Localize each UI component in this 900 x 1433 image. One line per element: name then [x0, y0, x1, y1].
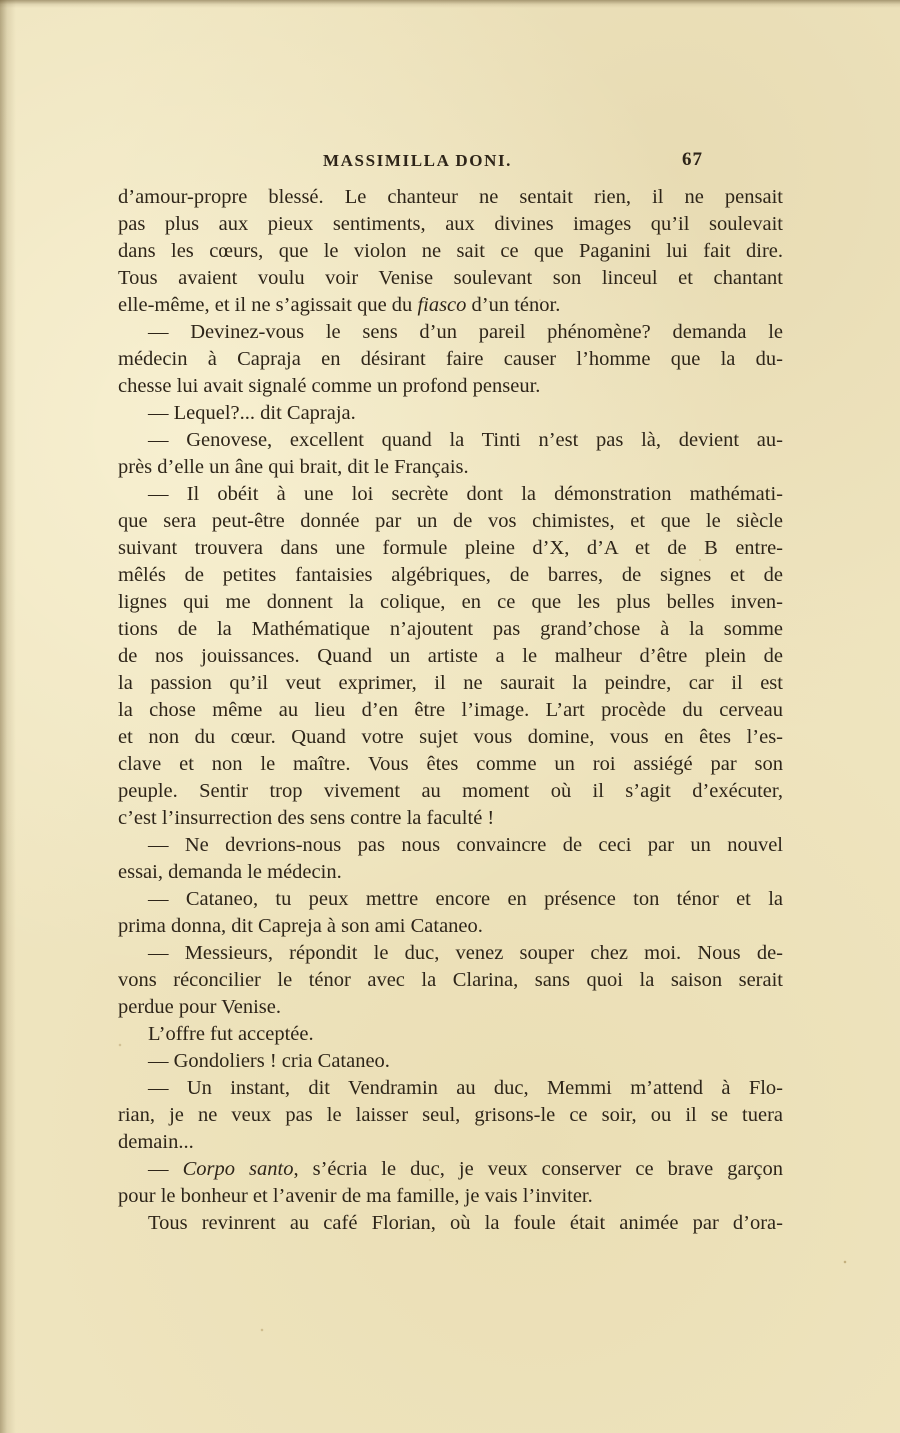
text-segment: pas plus aux pieux sentiments, aux divines images qu’il soulevait [118, 213, 783, 235]
text-segment: — Cataneo, tu peux mettre encore en présence ton ténor et la [148, 888, 783, 910]
text-segment: — Messieurs, répondit le duc, venez souper chez moi. Nous de- [148, 942, 783, 964]
text-line [118, 697, 783, 724]
text-segment: de nos jouissances. Quand un artiste a le malheur d’être plein de [118, 645, 783, 667]
text-line [118, 535, 783, 562]
text-segment: — [148, 1158, 183, 1180]
text-segment: — Genovese, excellent quand la Tinti n’est pas là, devient au- [148, 429, 783, 451]
text-line [118, 913, 783, 940]
text-segment: la passion qu’il veut exprimer, il ne saurait la peindre, car il est [118, 672, 783, 694]
text-segment: elle-même, et il ne s’agissait que du [118, 294, 418, 316]
text-line [118, 427, 783, 454]
text-line [118, 643, 783, 670]
text-line [118, 400, 783, 427]
text-segment: Tous avaient voulu voir Venise soulevant son linceul et chantant [118, 267, 783, 289]
text-line [118, 1048, 783, 1075]
text-segment: prima donna, dit Capreja à son ami Cataneo. [118, 915, 483, 937]
text-segment: — Lequel?... dit Capraja. [148, 402, 356, 424]
text-segment: dans les cœurs, que le violon ne sait ce que Paganini lui fait dire. [118, 240, 783, 262]
text-segment: pour le bonheur et l’avenir de ma famille, je vais l’inviter. [118, 1185, 593, 1207]
text-segment: et non du cœur. Quand votre sujet vous domine, vous en êtes l’es- [118, 726, 783, 748]
text-line [118, 994, 783, 1021]
text-segment: Tous revinrent au café Florian, où la foule était animée par d’ora- [148, 1212, 783, 1234]
text-segment: L’offre fut acceptée. [148, 1023, 314, 1045]
text-segment: — Ne devrions-nous pas nous convaincre de ceci par un nouvel [148, 834, 783, 856]
text-line [118, 1210, 783, 1237]
text-segment: lignes qui me donnent la colique, en ce que les plus belles inven- [118, 591, 783, 613]
text-segment: suivant trouvera dans une formule pleine d’X, d’A et de B entre- [118, 537, 783, 559]
text-line [118, 562, 783, 589]
text-line [118, 724, 783, 751]
text-line [118, 859, 783, 886]
text-segment: que sera peut-être donnée par un de vos chimistes, et que le siècle [118, 510, 783, 532]
text-line [118, 967, 783, 994]
text-segment: — Devinez-vous le sens d’un pareil phénomène? demanda le [148, 321, 783, 343]
text-segment: perdue pour Venise. [118, 996, 282, 1018]
text-segment: chesse lui avait signalé comme un profond penseur. [118, 375, 541, 397]
running-title: MASSIMILLA DONI. [323, 151, 513, 170]
text-segment: peuple. Sentir trop vivement au moment où il s’agit d’exécuter, [118, 780, 783, 802]
text-line [118, 508, 783, 535]
text-line [118, 886, 783, 913]
text-segment: mêlés de petites fantaisies algébriques, de barres, de signes et de [118, 564, 783, 586]
text-line [118, 751, 783, 778]
text-segment: d’un ténor. [466, 294, 561, 316]
text-segment: — Il obéit à une loi secrète dont la démonstration mathémati- [148, 483, 783, 505]
text-line [118, 1021, 783, 1048]
text-line [118, 832, 783, 859]
text-body [118, 184, 783, 1237]
text-segment: — Gondoliers ! cria Cataneo. [148, 1050, 390, 1072]
text-line [118, 319, 783, 346]
text-line [118, 373, 783, 400]
text-line [118, 346, 783, 373]
text-line [118, 589, 783, 616]
text-line [118, 616, 783, 643]
italic-text: fiasco [417, 294, 467, 316]
text-segment: vons réconcilier le ténor avec la Clarina, sans quoi la saison serait [118, 969, 783, 991]
text-line [118, 238, 783, 265]
text-segment: rian, je ne veux pas le laisser seul, grisons-le ce soir, ou il se tuera [118, 1104, 783, 1126]
text-segment: — Un instant, dit Vendramin au duc, Memmi m’attend à Flo- [148, 1077, 783, 1099]
text-line [118, 670, 783, 697]
text-segment: médecin à Capraja en désirant faire causer l’homme que la du- [118, 348, 783, 370]
text-segment: près d’elle un âne qui brait, dit le Français. [118, 456, 469, 478]
text-line [118, 1129, 783, 1156]
text-line [118, 1075, 783, 1102]
page-number: 67 [682, 149, 703, 170]
text-segment: clave et non le maître. Vous êtes comme un roi assiégé par son [118, 753, 783, 775]
text-segment: la chose même au lieu d’en être l’image. L’art procède du cerveau [118, 699, 783, 721]
text-line [118, 778, 783, 805]
text-segment: , s’écria le duc, je veux conserver ce brave garçon [293, 1158, 784, 1180]
text-segment: tions de la Mathématique n’ajoutent pas grand’chose à la somme [118, 618, 783, 640]
text-segment: d’amour-propre blessé. Le chanteur ne sentait rien, il ne pensait [118, 186, 783, 208]
text-line [118, 1102, 783, 1129]
text-line [118, 292, 783, 319]
text-line [118, 1156, 783, 1183]
text-line [118, 1183, 783, 1210]
text-line [118, 184, 783, 211]
text-line [118, 481, 783, 508]
text-segment: demain... [118, 1131, 194, 1153]
text-segment: essai, demanda le médecin. [118, 861, 342, 883]
text-line [118, 805, 783, 832]
text-line [118, 454, 783, 481]
italic-text: Corpo santo [182, 1158, 294, 1180]
text-line [118, 211, 783, 238]
text-segment: c’est l’insurrection des sens contre la faculté ! [118, 807, 495, 829]
text-line [118, 265, 783, 292]
text-line [118, 940, 783, 967]
